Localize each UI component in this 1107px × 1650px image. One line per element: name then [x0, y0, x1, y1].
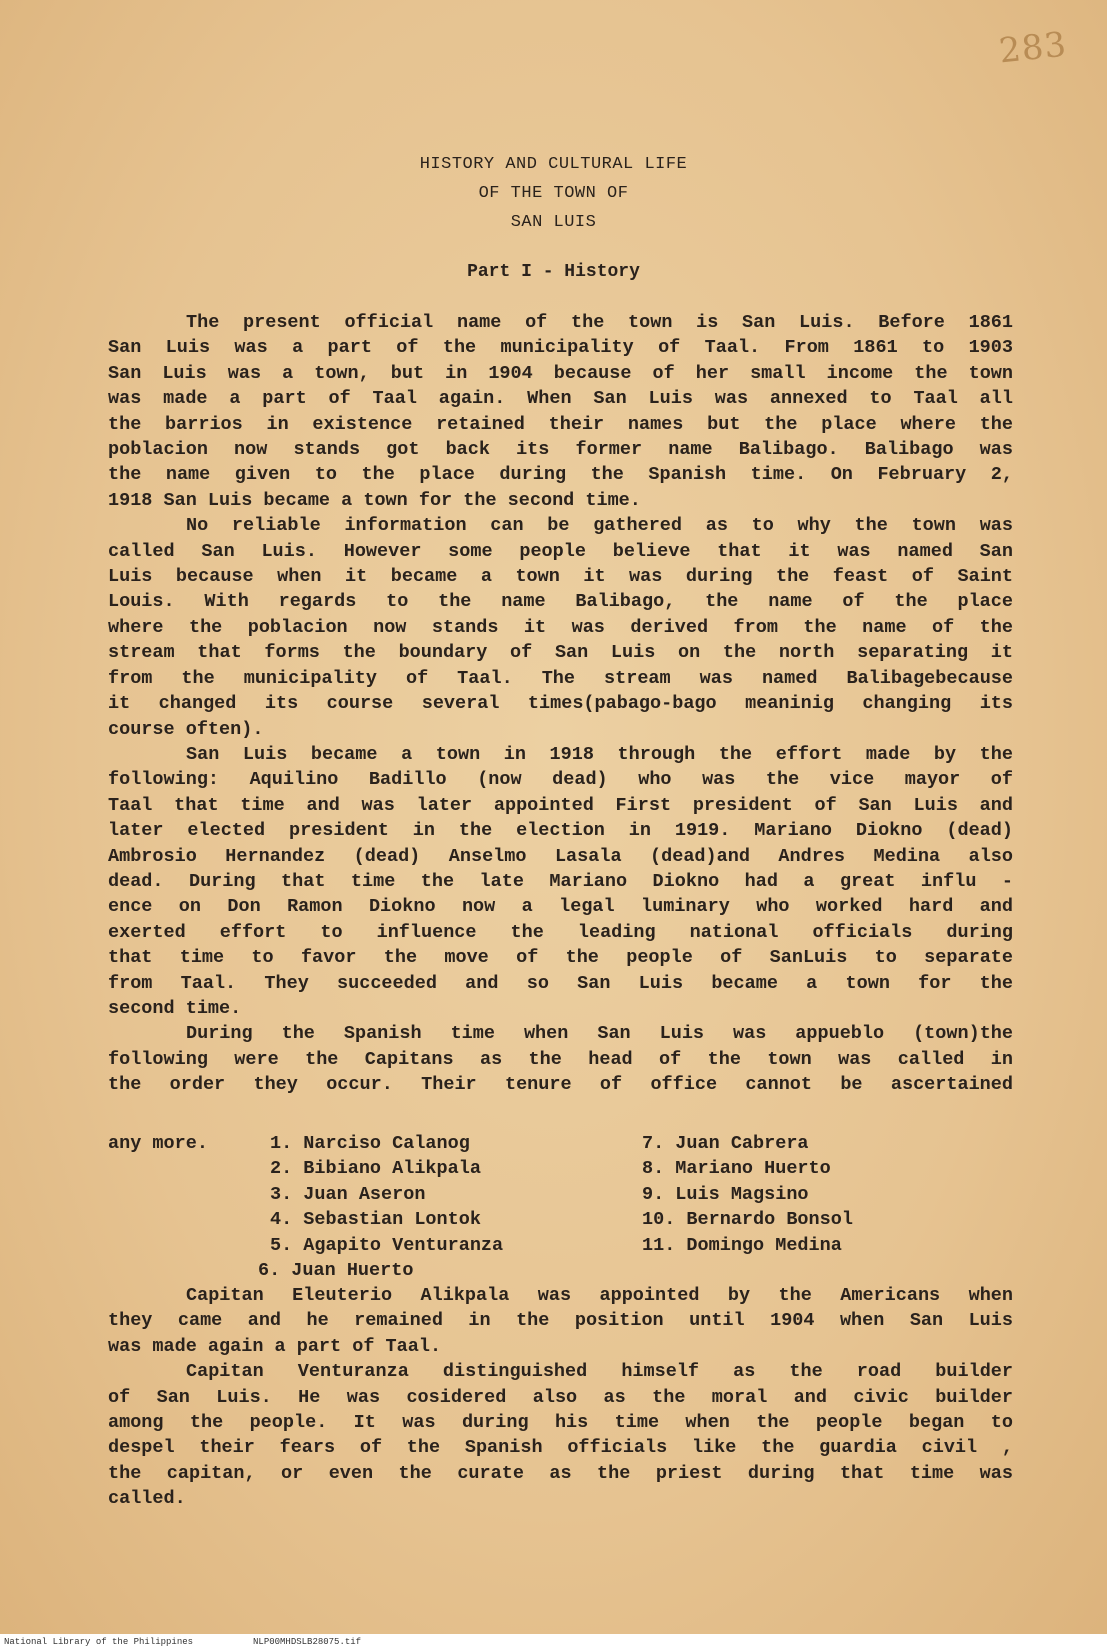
text-line: it changed its course several times(pabago-bago meaninig changing its [108, 693, 1013, 715]
footer-library: National Library of the Philippines [4, 1637, 194, 1647]
text-line: among the people. It was during his time when the people began to [108, 1412, 1013, 1434]
text-line: San Luis was a town, but in 1904 because of her small income the town [108, 362, 1013, 384]
text-line: from the municipality of Taal. The stream was named Balibagebecause [108, 667, 1013, 689]
capitan-entry: 3. Juan Aseron [270, 1183, 426, 1205]
part-heading: Part I - History [467, 262, 640, 282]
text-line: despel their fears of the Spanish officials like the guardia civil , [108, 1437, 1013, 1459]
text-line: stream that forms the boundary of San Luis on the north separating it [108, 642, 1013, 664]
capitan-entry: 5. Agapito Venturanza [270, 1234, 504, 1256]
list-lead: any more. [108, 1133, 208, 1154]
title-line: OF THE TOWN OF [478, 184, 629, 203]
text-line: from Taal. They succeeded and so San Luis became a town for the [108, 972, 1013, 994]
list-item [108, 1258, 1013, 1283]
text-line: second time. [108, 997, 242, 1019]
text-line: was made again a part of Taal. [108, 1335, 442, 1357]
text-line: Louis. With regards to the name Balibago, the name of the place [108, 591, 1013, 613]
capitans-list [108, 1131, 1013, 1283]
text-line: the barrios in existence retained their names but the place where the [108, 413, 1013, 435]
list-item [108, 1233, 1013, 1258]
capitan-entry: 6. Juan Huerto [258, 1259, 414, 1281]
list-item [108, 1182, 1013, 1207]
history-body-continued [108, 1283, 1013, 1512]
page-number: 283 [997, 24, 1069, 72]
capitan-entry: 4. Sebastian Lontok [270, 1209, 481, 1231]
text-line: exerted effort to influence the leading national officials during [108, 921, 1013, 943]
text-line: called San Luis. However some people believe that it was named San [108, 540, 1013, 562]
text-line: they came and he remained in the position until 1904 when San Luis [108, 1310, 1013, 1332]
capitan-entry: 7. Juan Cabrera [642, 1133, 809, 1154]
text-line: Capitan Eleuterio Alikpala was appointed by the Americans when [186, 1285, 1013, 1306]
text-line: was made a part of Taal again. When San Luis was annexed to Taal all [108, 388, 1013, 410]
text-line: No reliable information can be gathered as to why the town was [186, 515, 1013, 537]
text-line: poblacion now stands got back its former name Balibago. Balibago was [108, 439, 1013, 461]
text-line: Luis because when it became a town it was during the feast of Saint [108, 566, 1013, 588]
capitan-entry: 8. Mariano Huerto [642, 1158, 831, 1180]
title-line: HISTORY AND CULTURAL LIFE [419, 155, 688, 174]
text-line: San Luis was a part of the municipality of Taal. From 1861 to 1903 [108, 337, 1013, 359]
footer-file: NLP00MHDSLB28075.tif [253, 1637, 362, 1647]
text-line: 1918 San Luis became a town for the second time. [108, 489, 641, 511]
text-line: the order they occur. Their tenure of office cannot be ascertained [108, 1074, 1013, 1096]
text-line: following: Aquilino Badillo (now dead) who was the vice mayor of [108, 769, 1013, 791]
capitan-entry: 1. Narciso Calanog [270, 1133, 470, 1154]
text-line: During the Spanish time when San Luis was appueblo (town)the [186, 1023, 1013, 1045]
text-line: later elected president in the election in 1919. Mariano Diokno (dead) [108, 820, 1013, 842]
text-line: called. [108, 1488, 186, 1510]
capitan-entry: 11. Domingo Medina [642, 1234, 842, 1256]
text-line: that time to favor the move of the people of SanLuis to separate [108, 947, 1013, 969]
capitan-entry: 2. Bibiano Alikpala [270, 1158, 481, 1180]
text-line: following were the Capitans as the head of the town was called in [108, 1048, 1013, 1070]
document-title [0, 150, 1107, 237]
list-item [108, 1131, 1013, 1156]
text-line: Taal that time and was later appointed First president of San Luis and [108, 794, 1013, 816]
text-line: of San Luis. He was cosidered also as the moral and civic builder [108, 1386, 1013, 1408]
history-body [108, 310, 1013, 1098]
text-line: where the poblacion now stands it was derived from the name of the [108, 616, 1013, 638]
scan-footer [0, 1634, 1107, 1650]
capitan-entry: 9. Luis Magsino [642, 1183, 809, 1205]
text-line: the capitan, or even the curate as the priest during that time was [108, 1462, 1013, 1484]
text-line: San Luis became a town in 1918 through the effort made by the [186, 743, 1013, 765]
text-line: The present official name of the town is San Luis. Before 1861 [186, 312, 1013, 333]
text-line: Capitan Venturanza distinguished himself as the road builder [186, 1361, 1013, 1383]
text-line: Ambrosio Hernandez (dead) Anselmo Lasala (dead)and Andres Medina also [108, 845, 1013, 867]
capitan-entry: 10. Bernardo Bonsol [642, 1209, 853, 1231]
title-line: SAN LUIS [510, 213, 597, 232]
text-line: ence on Don Ramon Diokno now a legal luminary who worked hard and [108, 896, 1013, 918]
list-item [108, 1156, 1013, 1181]
text-line: dead. During that time the late Mariano Diokno had a great influ - [108, 870, 1013, 892]
text-line: the name given to the place during the Spanish time. On February 2, [108, 464, 1013, 486]
list-item [108, 1207, 1013, 1232]
text-line: course often). [108, 718, 264, 740]
